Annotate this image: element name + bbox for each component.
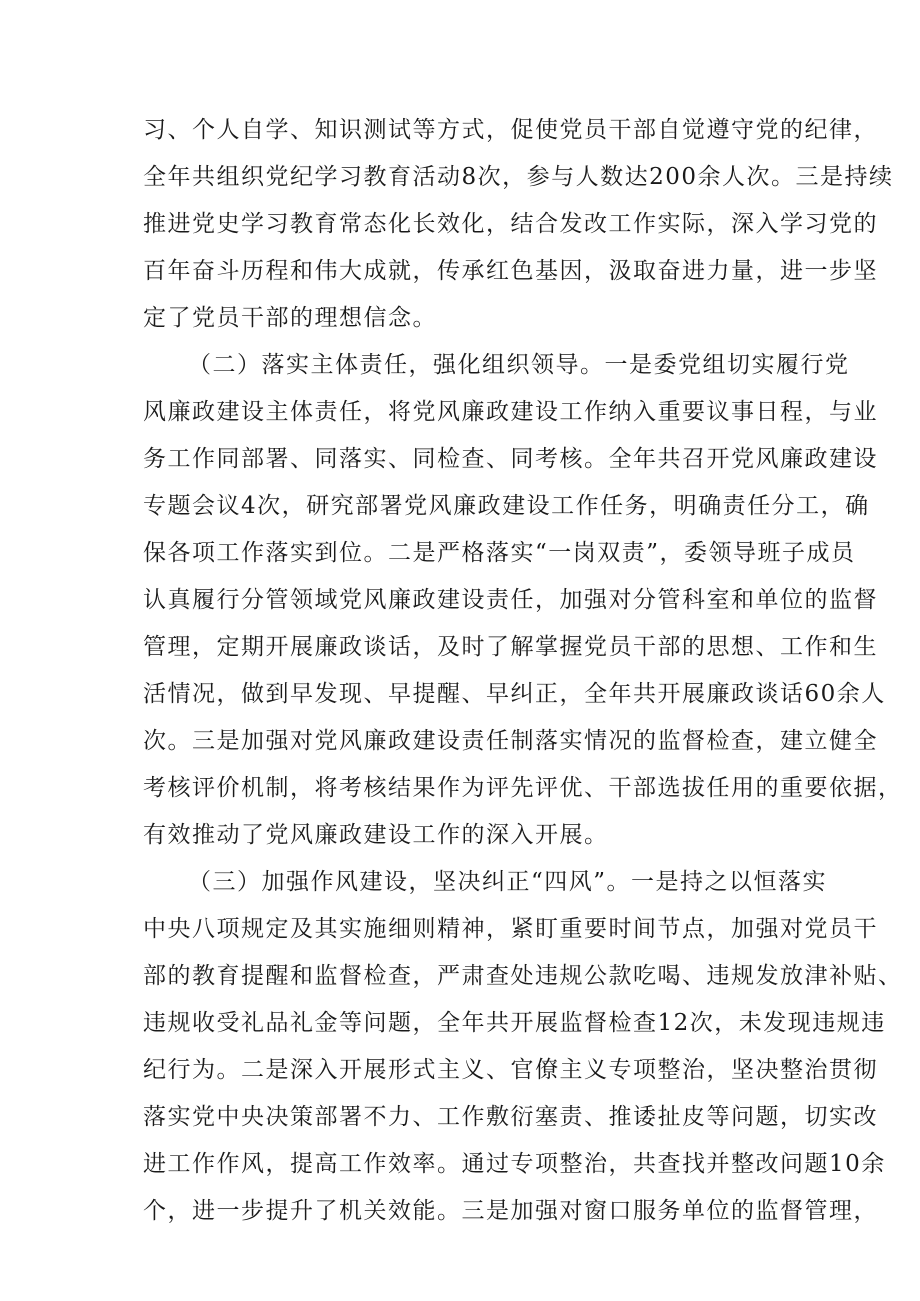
section-heading-line: （三）加强作风建设，坚决纠正“四风”。一是持之以恒落实 bbox=[188, 869, 828, 895]
paragraph-line: 违规收受礼品礼金等问题，全年共开展监督检查12次，未发现违规违 bbox=[143, 1010, 886, 1036]
paragraph-line: 保各项工作落实到位。二是严格落实“一岗双责”，委领导班子成员 bbox=[143, 540, 856, 566]
paragraph-line: 风廉政建设主体责任，将党风廉政建设工作纳入重要议事日程，与业 bbox=[143, 399, 878, 425]
paragraph-line: 有效推动了党风廉政建设工作的深入开展。 bbox=[143, 822, 609, 848]
paragraph-line: 落实党中央决策部署不力、工作敷衍塞责、推诿扯皮等问题，切实改 bbox=[143, 1104, 878, 1130]
paragraph-line: 中央八项规定及其实施细则精神，紧盯重要时间节点，加强对党员干 bbox=[143, 916, 878, 942]
paragraph-line: 考核评价机制，将考核结果作为评先评优、干部选拔任用的重要依据， bbox=[143, 775, 903, 801]
paragraph-line: 百年奋斗历程和伟大成就，传承红色基因，汲取奋进力量，进一步坚 bbox=[143, 258, 878, 284]
paragraph-line: 务工作同部署、同落实、同检查、同考核。全年共召开党风廉政建设 bbox=[143, 446, 878, 472]
paragraph-line: 个，进一步提升了机关效能。三是加强对窗口服务单位的监督管理， bbox=[143, 1198, 878, 1224]
paragraph-line: 认真履行分管领域党风廉政建设责任，加强对分管科室和单位的监督 bbox=[143, 587, 878, 613]
paragraph-line: 全年共组织党纪学习教育活动8次，参与人数达200余人次。三是持续 bbox=[143, 164, 894, 190]
section-heading-line: （二）落实主体责任，强化组织领导。一是委党组切实履行党 bbox=[188, 352, 850, 378]
paragraph-line: 推进党史学习教育常态化长效化，结合发改工作实际，深入学习党的 bbox=[143, 211, 878, 237]
paragraph-line: 纪行为。二是深入开展形式主义、官僚主义专项整治，坚决整治贯彻 bbox=[143, 1057, 878, 1083]
paragraph-line: 部的教育提醒和监督检查，严肃查处违规公款吃喝、违规发放津补贴、 bbox=[143, 963, 903, 989]
paragraph-line: 习、个人自学、知识测试等方式，促使党员干部自觉遵守党的纪律， bbox=[143, 117, 878, 143]
paragraph-line: 进工作作风，提高工作效率。通过专项整治，共查找并整改问题10余 bbox=[143, 1151, 886, 1177]
paragraph-line: 定了党员干部的理想信念。 bbox=[143, 305, 437, 331]
paragraph-line: 管理，定期开展廉政谈话，及时了解掌握党员干部的思想、工作和生 bbox=[143, 634, 878, 660]
paragraph-line: 活情况，做到早发现、早提醒、早纠正，全年共开展廉政谈话60余人 bbox=[143, 681, 886, 707]
paragraph-line: 次。三是加强对党风廉政建设责任制落实情况的监督检查，建立健全 bbox=[143, 728, 878, 754]
paragraph-line: 专题会议4次，研究部署党风廉政建设工作任务，明确责任分工，确 bbox=[143, 493, 870, 519]
